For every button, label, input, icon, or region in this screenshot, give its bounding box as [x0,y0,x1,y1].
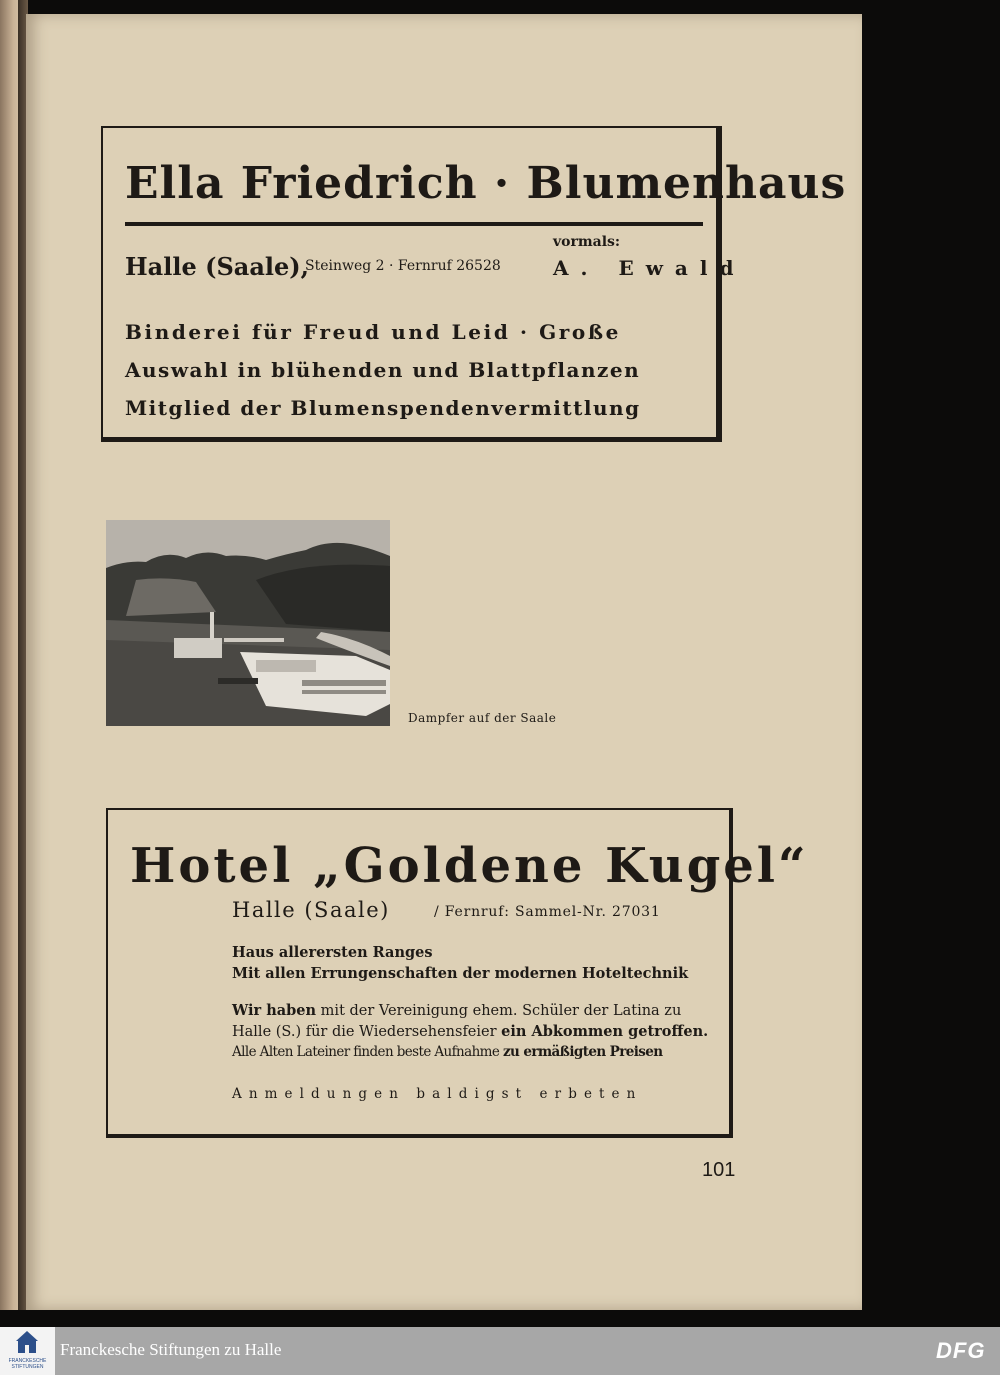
hotel-city: Halle (Saale) [232,898,390,922]
hotel-para-line-1 [232,1002,681,1019]
hotel-advertisement [106,808,809,1138]
hotel-para-3-pre: Alle Alten Lateiner finden beste Aufnahme [232,1044,503,1060]
photo-caption: Dampfer auf der Saale [408,711,557,725]
hotel-line-1: Haus allerersten Ranges [232,944,433,961]
hotel-line-2: Mit allen Errungenschaften der modernen Hoteltechnik [232,965,689,982]
title-underline [125,222,703,226]
hotel-para-2-pre: Halle (S.) für die Wiedersehensfeier [232,1024,502,1040]
florist-line-1: Binderei für Freud und Leid · Große [125,320,621,344]
logo-caption: FRANCKESCHE STIFTUNGEN [8,1358,47,1370]
dfg-logo[interactable]: DFG [936,1338,986,1363]
hotel-para-2-bold: ein Abkommen getroffen. [501,1023,709,1040]
franckesche-building-icon [0,1327,55,1357]
page-number: 101 [702,1159,736,1181]
hotel-para-1-bold: Wir haben [232,1002,317,1019]
steamer-photo [106,520,390,726]
hotel-para-3-bold: zu ermäßigten Preisen [502,1044,663,1060]
hotel-para-line-2 [232,1023,708,1040]
florist-line-2: Auswahl in blühenden und Blattpflanzen [125,358,641,382]
franckesche-logo[interactable] [0,1327,55,1375]
florist-address: Steinweg 2 · Fernruf 26528 [305,258,501,274]
viewer-footer-bar [0,1327,1000,1375]
hotel-para-line-3 [232,1044,662,1060]
institution-name[interactable]: Franckesche Stiftungen zu Halle [60,1340,282,1359]
florist-title: Ella Friedrich · Blumenhaus [125,158,847,209]
formerly-name: A. Ewald [553,256,746,280]
formerly-label: vormals: [553,234,621,250]
hotel-closing: Anmeldungen baldigst erbeten [232,1086,643,1102]
hotel-title: Hotel „Goldene Kugel“ [130,838,809,894]
hotel-phone: / Fernruf: Sammel-Nr. 27031 [434,904,661,920]
steamer-photo-illustration [106,520,390,726]
florist-advertisement [101,126,847,442]
florist-city: Halle (Saale), [125,252,309,281]
hotel-para-1-rest: mit der Vereinigung ehem. Schüler der Latina zu [316,1003,682,1019]
florist-line-3: Mitglied der Blumenspendenvermittlung [125,396,641,420]
